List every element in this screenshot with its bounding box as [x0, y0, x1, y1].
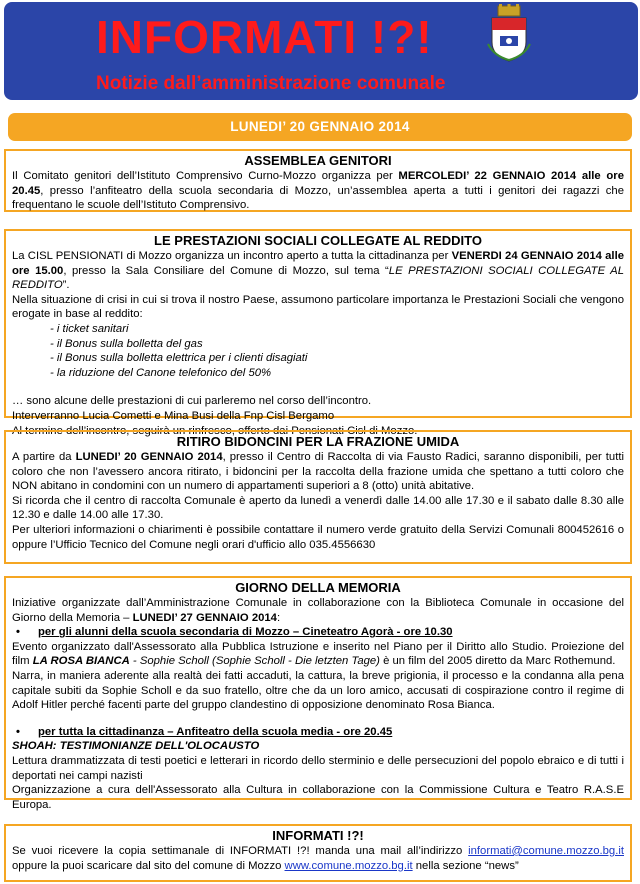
article-giorno-memoria: [4, 576, 632, 811]
list-item: - il Bonus sulla bolletta elettrica per i clienti disagiati: [50, 352, 308, 365]
article-ritiro-bidoncini: [4, 430, 632, 564]
article-assemblea-genitori: [4, 149, 632, 212]
article-paragraph: Evento organizzato dall'Assessorato alla Pubblica Istruzione e inserito nel Piano per il Diritto allo Studio. Proiezione del film LA ROSA BIANCA - Sophie Scholl (Sophie Scholl - Die letzten Tage) è un film del 2005 diretto da Marc Rothemund.: [12, 640, 624, 668]
event-heading: [12, 725, 624, 740]
article-title: ASSEMBLEA GENITORI: [244, 153, 392, 168]
article-paragraph: Nella situazione di crisi in cui si trova il nostro Paese, assumono particolare importanza le Prestazioni Sociali che vengono erogate in base al reddito:: [12, 293, 624, 321]
event-title: per tutta la cittadinanza – Anfiteatro della scuola media - ore 20.45: [38, 725, 393, 738]
article-title: RITIRO BIDONCINI PER LA FRAZIONE UMIDA: [176, 434, 460, 449]
list-item: - il Bonus sulla bolletta del gas: [50, 337, 203, 350]
event-heading: [12, 625, 624, 640]
article-body: Il Comitato genitori dell’Istituto Comprensivo Curno-Mozzo organizza per MERCOLEDI’ 22 GENNAIO 2014 alle ore 20.45, presso l’anfiteatro della scuola secondaria di Mozzo, un’assemblea aperta a tutti i genitori dei ragazzi che frequentano le scuole dell’Istituto Comprensivo.: [12, 170, 624, 212]
article-paragraph: A partire da LUNEDI’ 20 GENNAIO 2014, presso il Centro di Raccolta di via Fausto Radici, saranno disponibili, per tutti coloro che non l’avessero ancora ritirato, i bidoncini per la raccolta della frazione umida che spettano a tutti coloro che NON abitano in condomini con un numero di appartamenti superiori a 8 (otto) unità abitative.: [12, 451, 624, 493]
article-paragraph: Iniziative organizzate dall’Amministrazione Comunale in collaborazione con la Biblioteca Comunale in occasione del Giorno della Memoria – LUNEDI’ 27 GENNAIO 2014:: [12, 597, 624, 624]
issue-date: LUNEDI’ 20 GENNAIO 2014: [230, 119, 410, 134]
bullet-icon: •: [16, 626, 20, 639]
municipal-crest-icon: [486, 4, 532, 62]
article-title: GIORNO DELLA MEMORIA: [235, 580, 401, 595]
event-subtitle: SHOAH: TESTIMONIANZE DELL'OLOCAUSTO: [12, 740, 260, 753]
bullet-icon: •: [16, 725, 20, 738]
list-item: - la riduzione del Canone telefonico del 50%: [50, 366, 272, 379]
email-link[interactable]: informati@comune.mozzo.bg.it: [468, 845, 624, 857]
issue-date-bar: [8, 113, 632, 141]
footer-subscribe-box: [4, 824, 632, 882]
website-link[interactable]: www.comune.mozzo.bg.it: [284, 859, 413, 872]
newsletter-title: INFORMATI !?!: [96, 11, 433, 63]
article-paragraph: Si ricorda che il centro di raccolta Comunale è aperto da lunedì a venerdì dalle 14.00 alle 17.30 e il sabato dalle 8.30 alle 12.30 e dalle 14.00 alle 17.30.: [12, 494, 624, 522]
list-item: - i ticket sanitari: [50, 322, 129, 335]
newsletter-header: [4, 2, 638, 100]
article-prestazioni-sociali: [4, 229, 632, 437]
event-title: per gli alunni della scuola secondaria di Mozzo – Cineteatro Agorà - ore 10.30: [38, 626, 453, 639]
article-paragraph: Organizzazione a cura dell'Assessorato alla Cultura in collaborazione con la Commissione Cultura e Teatro R.A.S.E Europa.: [12, 784, 624, 811]
article-paragraph: … sono alcune delle prestazioni di cui parleremo nel corso dell’incontro.: [12, 395, 372, 408]
article-paragraph: Interverranno Lucia Cometti e Mina Busi della Fnp Cisl Bergamo: [12, 409, 335, 422]
article-title: LE PRESTAZIONI SOCIALI COLLEGATE AL REDDITO: [154, 233, 482, 248]
article-paragraph: Per ulteriori informazioni o chiarimenti è possibile contattare il numero verde gratuito della Servizi Comunali 800452616 o oppure l’Ufficio Tecnico del Comune negli orari d'ufficio allo 035.4556630: [12, 523, 624, 551]
newsletter-subtitle: Notizie dall’amministrazione comunale: [96, 73, 446, 94]
footer-title: INFORMATI !?!: [272, 828, 364, 843]
article-paragraph: Lettura drammatizzata di testi poetici e letterari in ricordo dello sterminio e delle persecuzioni del popolo ebraico e di tutti i deportati nei campi nazisti: [12, 754, 624, 782]
article-paragraph: Narra, in maniera aderente alla realtà dei fatti accaduti, la cattura, la breve prigionia, il processo e la condanna alla pena capitale subiti da Sophie Scholl e da suo fratello, oltre che da un loro amico, accusati di cospirazione contro il regime di Adolf Hitler perché facenti parte del gruppo clandestino di opposizione denominato Rosa Bianca.: [12, 669, 624, 712]
footer-text: Se vuoi ricevere la copia settimanale di INFORMATI !?! manda una mail all’indirizzo informati@comune.mozzo.bg.it oppure la puoi scaricare dal sito del comune di Mozzo www.comune.mozzo.bg.it nella sezione “news”: [12, 845, 624, 872]
article-paragraph: Al termine dell’incontro, seguirà un rinfresco, offerto dai Pensionati Cisl di Mozzo.: [12, 424, 418, 437]
article-paragraph: La CISL PENSIONATI di Mozzo organizza un incontro aperto a tutta la cittadinanza per VENERDI 24 GENNAIO 2014 alle ore 15.00, presso la Sala Consiliare del Comune di Mozzo, sul tema “LE PRESTAZIONI SOCIALI COLLEGATE AL REDDITO”.: [12, 250, 625, 292]
